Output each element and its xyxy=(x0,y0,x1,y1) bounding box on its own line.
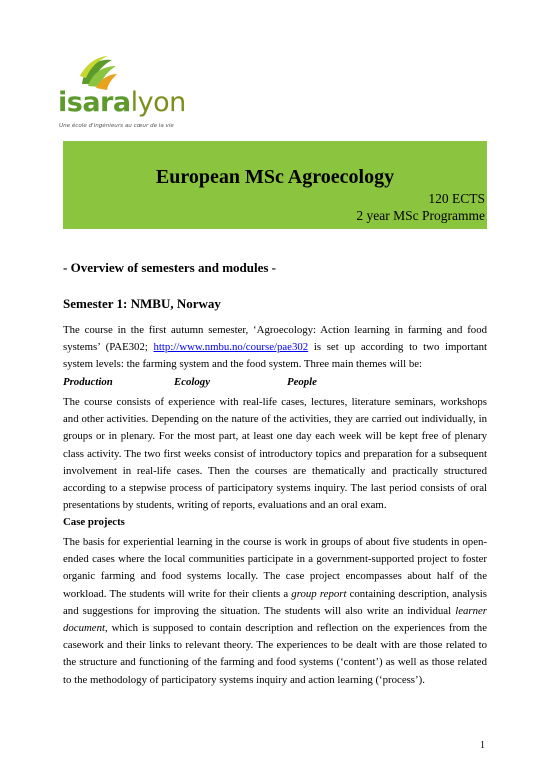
course-link[interactable]: http://www.nmbu.no/course/pae302 xyxy=(153,341,309,354)
case-projects-paragraph xyxy=(63,534,487,689)
page-number: 1 xyxy=(480,740,485,751)
logo-wordmark xyxy=(58,88,186,118)
intro-text-start: The course in the first autumn semester, ‘Agroecology: Action learning in farming and food systems’ (PAE302; xyxy=(63,324,487,354)
case-text-2: containing description, analysis and suggestions for improving the situation. The students will also write an individual xyxy=(63,587,487,617)
overview-heading: - Overview of semesters and modules - xyxy=(63,260,277,275)
theme-people: People xyxy=(287,376,317,388)
description-paragraph: The course consists of experience with real-life cases, lectures, literature seminars, workshops and other activities. Depending on the nature of the activities, they are carried out individually, in groups or in plenary. For the most part, at least one day each week will be kept free of plenary class activity. The two first weeks consist of introductory topics and preparation for a subsequent involvement in real-life cases. Then the courses are thematically and practically structured according to a stepwise process of participatory systems inquiry. The last period consists of oral presentations by students, writing of reports, evaluations and an oral exam. xyxy=(63,396,487,512)
semester-heading: Semester 1: NMBU, Norway xyxy=(63,296,221,311)
logo-lyon-text: lyon xyxy=(130,87,186,118)
logo-tagline: Une école d'ingénieurs au cœur de la vie xyxy=(59,123,174,129)
logo-isara-text: isara xyxy=(58,87,131,118)
document-title: European MSc Agroecology xyxy=(155,166,395,188)
case-text-3: , which is supposed to contain description and reflection on the experiences from the casework and their links to relevant theory. The experiences to be dealt with are those related to the structure and functioning of the farming and food systems (‘content’) as well as those related to the methodology of participatory systems inquiry and action learning (‘process’). xyxy=(63,622,487,686)
title-banner xyxy=(63,141,487,229)
programme-label: 2 year MSc Programme xyxy=(356,208,485,223)
theme-ecology: Ecology xyxy=(174,376,210,388)
theme-production: Production xyxy=(63,376,113,388)
case-emphasis-learner-document: learner document xyxy=(63,604,487,635)
case-text-1: The basis for experiential learning in the course is work in groups of about five students in open-ended cases where the local communities participate in a government-supported project to foster organic farming and food systems locally. The case project encompasses about half of the workload. The students will write for their clients a xyxy=(63,536,487,600)
case-projects-heading: Case projects xyxy=(63,516,125,528)
intro-text-end: is set up according to two important system levels: the farming system and the food system. Three main themes will be: xyxy=(63,341,487,371)
case-emphasis-group-report: group report xyxy=(291,587,347,600)
credits-label: 120 ECTS xyxy=(428,191,485,206)
isara-lyon-logo xyxy=(56,54,186,129)
intro-paragraph xyxy=(63,322,487,374)
